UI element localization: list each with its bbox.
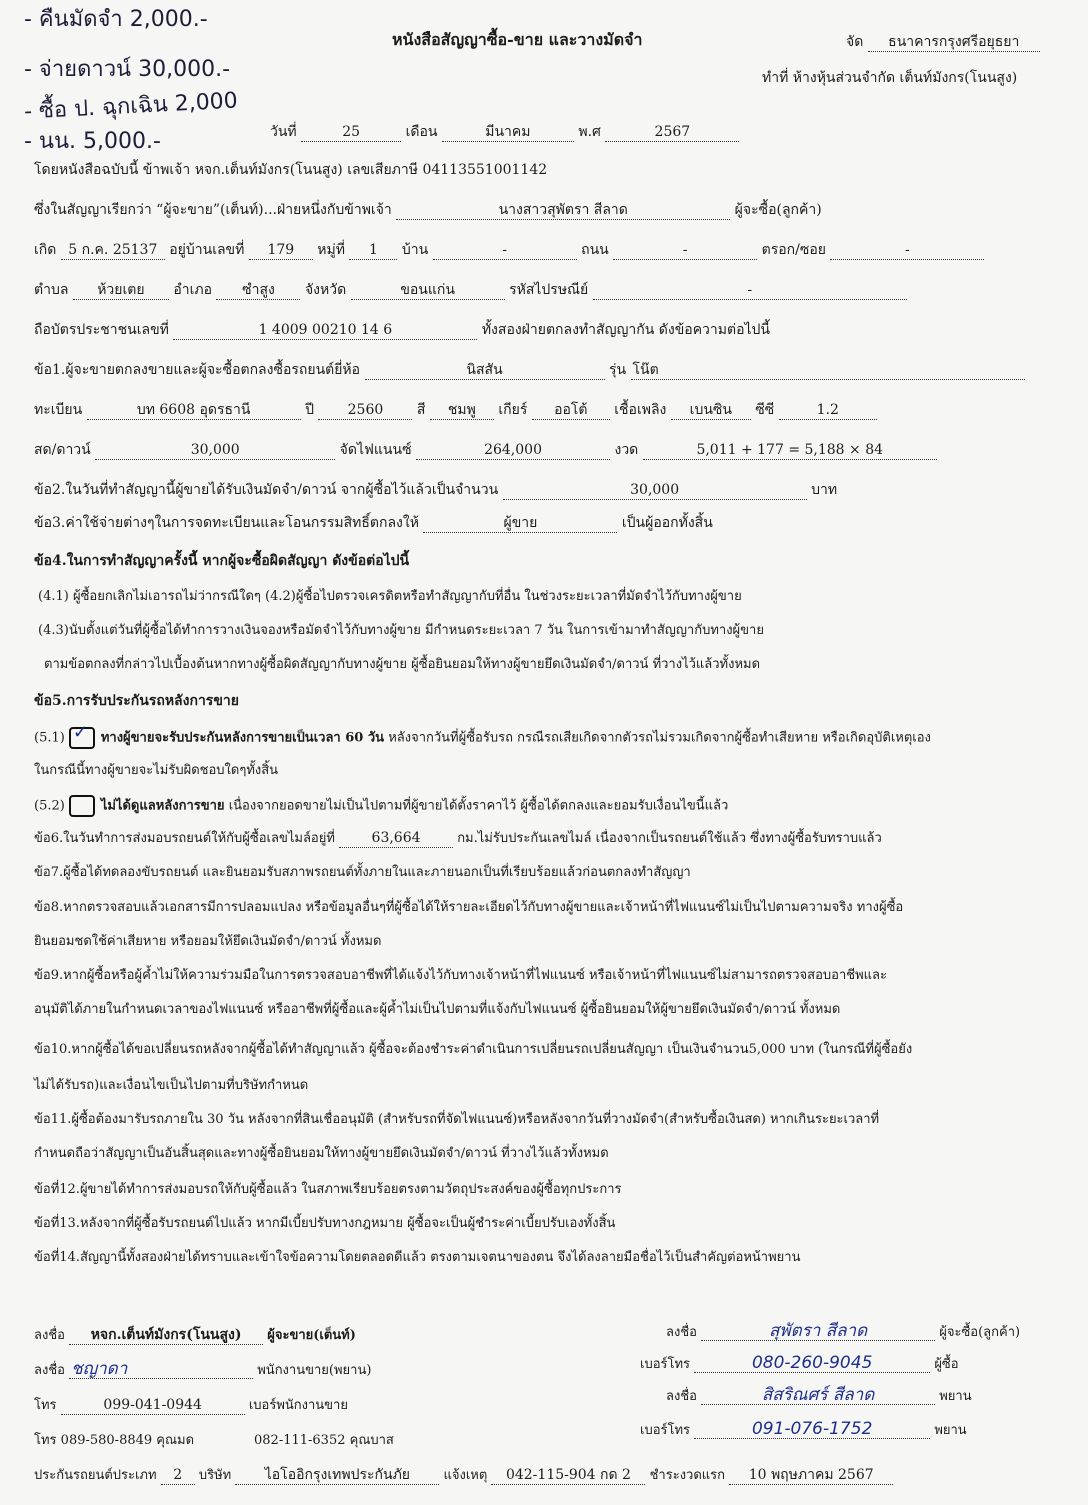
installment-value: 5,011 + 177 = 5,188 × 84 bbox=[643, 441, 937, 460]
staff-signature-line bbox=[34, 1360, 371, 1381]
province-label: จังหวัด bbox=[304, 282, 347, 298]
finance-bank: ธนาคารกรุงศรีอยุธยา bbox=[868, 33, 1040, 52]
first-payment-label: ชำระงวดแรก bbox=[649, 1468, 726, 1483]
deposit-amount: 30,000 bbox=[503, 481, 807, 500]
month-label: เดือน bbox=[405, 124, 438, 140]
clause-14: ข้อที่14.สัญญานี้ทั้งสองฝ่ายได้ทราบและเข้าใจข้อความโดยตลอดดีแล้ว ตรงตามเจตนาของตน จึงได้ลงลายมือชื่อไว้เป็นสำคัญต่อหน้าพยาน bbox=[34, 1250, 801, 1265]
gear-label: เกียร์ bbox=[498, 402, 528, 418]
clause-8-cont: ยินยอมชดใช้ค่าเสียหาย หรือยอมให้ยึดเงินมัดจำ/ดาวน์ ทั้งหมด bbox=[34, 934, 382, 949]
clause-6-tail: กม.ไม่รับประกันเลขไมล์ เนื่องจากเป็นรถยนต์ใช้แล้ว ซึ่งทางผู้ซื้อรับทราบแล้ว bbox=[457, 831, 882, 846]
clause-5-1-text: หลังจากวันที่ผู้ซื้อรับรถ กรณีรถเสียเกิดจากตัวรถไม่รวมเกิดจากผู้ซื้อทำเสียหาย หรือเกิดอุบัติเหตุเอง bbox=[388, 730, 931, 746]
witness-role: พยาน bbox=[939, 1389, 972, 1404]
clause-3-text: ข้อ3.ค่าใช้จ่ายต่างๆในการจดทะเบียนและโอนกรรมสิทธิ์ตกลงให้ bbox=[34, 515, 419, 531]
clause-3 bbox=[34, 513, 713, 533]
clause-1 bbox=[34, 360, 1025, 380]
car-brand: นิสสัน bbox=[365, 361, 605, 380]
id-value: 1 4009 00210 14 6 bbox=[173, 321, 477, 340]
year-label: พ.ศ bbox=[578, 124, 601, 140]
clause-12: ข้อที่12.ผู้ขายได้ทำการส่งมอบรถให้กับผู้ซื้อแล้ว ในสภาพเรียบร้อยตรงตามวัตถุประสงค์ของผู้ซื้อทุกประการ bbox=[34, 1182, 622, 1197]
car-cc: 1.2 bbox=[779, 401, 877, 420]
date-year: 2567 bbox=[605, 123, 739, 142]
insurance-class: 2 bbox=[161, 1466, 195, 1485]
clause-5-2-text: เนื่องจากยอดขายไม่เป็นไปตามที่ผู้ขายได้ตั้งราคาไว้ ผู้ซื้อได้ตกลงและยอมรับเงื่อนไขนี้แล้ว bbox=[228, 798, 729, 814]
soi-value: - bbox=[830, 241, 984, 260]
buyer-signature: สุพัตรา สีลาด bbox=[701, 1322, 935, 1341]
house-label: อยู่บ้านเลขที่ bbox=[169, 242, 245, 258]
birth-address-line bbox=[34, 240, 984, 260]
handwritten-note: - ซื้อ ป. ฉุกเฉิน 2,000 bbox=[23, 88, 239, 125]
witness-signature-line bbox=[666, 1386, 972, 1407]
claim-label: แจ้งเหตุ bbox=[443, 1468, 488, 1483]
seller-name: หจก.เต็นท์มังกร(โนนสูง) bbox=[69, 1326, 263, 1345]
car-year: 2560 bbox=[318, 401, 412, 420]
road-label: ถนน bbox=[581, 242, 609, 258]
phone-label: เบอร์โทร bbox=[640, 1423, 691, 1438]
down-label: สด/ดาวน์ bbox=[34, 442, 91, 458]
clause-5-1-label: (5.1) bbox=[34, 730, 65, 746]
clause-10-cont: ไม่ได้รับรถ)และเงื่อนไขเป็นไปตามที่บริษัทกำหนด bbox=[34, 1078, 309, 1093]
color-label: สี bbox=[416, 402, 426, 418]
staff-role: พนักงานขาย(พยาน) bbox=[257, 1363, 372, 1378]
car-color: ชมพู bbox=[430, 401, 494, 420]
zip-value: - bbox=[593, 281, 907, 300]
buyer-sign-role: ผู้จะซื้อ(ลูกค้า) bbox=[939, 1325, 1021, 1340]
clause-5-2-label: (5.2) bbox=[34, 798, 65, 814]
sign-label: ลงชื่อ bbox=[666, 1325, 697, 1340]
clause-4-3: (4.3)นับตั้งแต่วันที่ผู้ซื้อได้ทำการวางเงินจองหรือมัดจำไว้กับทางผู้ขาย มีกำหนดระยะเวลา 7 วัน ในการเข้ามาทำสัญญากับทางผู้ขาย bbox=[38, 623, 764, 638]
clause-11-cont: กำหนดถือว่าสัญญาเป็นอันสิ้นสุดและทางผู้ซื้อยินยอมให้ทางผู้ขายยึดเงินมัดจำ/ดาวน์ ที่วางไว้แล้วทั้งหมด bbox=[34, 1146, 609, 1161]
clause-2 bbox=[34, 480, 837, 500]
reg-label: ทะเบียน bbox=[34, 402, 83, 418]
finance-amount: 264,000 bbox=[416, 441, 610, 460]
fuel-label: เชื้อเพลิง bbox=[614, 402, 667, 418]
road-value: - bbox=[613, 241, 757, 260]
clause-6-text: ข้อ6.ในวันทำการส่งมอบรถยนต์ให้กับผู้ซื้อเลขไมล์อยู่ที่ bbox=[34, 831, 335, 846]
clause-9: ข้อ9.หากผู้ซื้อหรือผู้ค้ำไม่ให้ความร่วมมือในการตรวจสอบอาชีพที่ได้แจ้งไว้กับทางเจ้าหน้าที่ไฟแนนซ์ หรือเจ้าหน้าที่ไฟแนนซ์ไม่สามารถตรวจสอบอาชีพและ bbox=[34, 968, 887, 983]
insurance-company: ไอโออิกรุงเทพประกันภัย bbox=[235, 1466, 439, 1485]
place: ทำที่ ห้างหุ้นส่วนจำกัด เต็นท์มังกร(โนนสูง) bbox=[762, 70, 1018, 86]
witness-signature: สิสริณศร์ สีลาด bbox=[701, 1386, 935, 1405]
clause-6 bbox=[34, 829, 882, 849]
buyer-tel: 080-260-9045 bbox=[694, 1354, 930, 1373]
handwritten-note: - นน. 5,000.- bbox=[24, 129, 161, 154]
clause-5-title: ข้อ5.การรับประกันรถหลังการขาย bbox=[34, 693, 239, 709]
witness-tel-line bbox=[640, 1420, 967, 1441]
date-label: วันที่ bbox=[270, 124, 297, 140]
no-warranty-checkbox[interactable] bbox=[69, 795, 95, 817]
car-gear: ออโต้ bbox=[532, 401, 610, 420]
staff-signature: ชญาดา bbox=[69, 1360, 253, 1379]
province-value: ขอนแก่น bbox=[351, 281, 505, 300]
clause-9-cont: อนุมัติได้ภายในกำหนดเวลาของไฟแนนซ์ หรืออาชีพที่ผู้ซื้อและผู้ค้ำไม่เป็นไปตามที่แจ้งกับไฟแนนซ์ ผู้ซื้อยินยอมให้ผู้ขายยึดเงินมัดจำ/ดาวน์ ทั้งหมด bbox=[34, 1002, 841, 1017]
clause-7: ข้อ7.ผู้ซื้อได้ทดลองขับรถยนต์ และยินยอมรับสภาพรถยนต์ทั้งภายในและภายนอกเป็นที่เรียบร้อยแล้วก่อนตกลงทำสัญญา bbox=[34, 865, 691, 880]
party-line bbox=[34, 200, 822, 220]
down-value: 30,000 bbox=[95, 441, 335, 460]
claim-number: 042-115-904 กด 2 bbox=[491, 1466, 645, 1485]
payment-line bbox=[34, 440, 937, 460]
date-month: มีนาคม bbox=[442, 123, 574, 142]
district-line bbox=[34, 280, 907, 300]
clause-13: ข้อที่13.หลังจากที่ผู้ซื้อรับรถยนต์ไปแล้ว หากมีเบี้ยปรับทางกฎหมาย ผู้ซื้อจะเป็นผู้ชำระค่าเบี้ยปรับเองทั้งสิ้น bbox=[34, 1216, 616, 1231]
soi-label: ตรอก/ซอย bbox=[761, 242, 826, 258]
insurance-line bbox=[34, 1466, 893, 1486]
staff-tel-line bbox=[34, 1396, 348, 1416]
warranty-checkbox-checked[interactable]: ✓ bbox=[69, 727, 95, 749]
handwritten-note: - คืนมัดจำ 2,000.- bbox=[24, 7, 208, 32]
born-label: เกิด bbox=[34, 242, 57, 258]
clause-4-title: ข้อ4.ในการทำสัญญาครั้งนี้ หากผู้จะซื้อผิดสัญญา ดังข้อต่อไปนี้ bbox=[34, 553, 410, 569]
witness-tel: 091-076-1752 bbox=[694, 1420, 930, 1439]
car-detail-line bbox=[34, 400, 877, 420]
zip-label: รหัสไปรษณีย์ bbox=[509, 282, 589, 298]
born-value: 5 ก.ค. 25137 bbox=[61, 241, 165, 260]
model-label: รุ่น bbox=[608, 362, 627, 378]
id-line bbox=[34, 320, 770, 340]
amphoe-label: อำเภอ bbox=[173, 282, 213, 298]
id-suffix: ทั้งสองฝ่ายตกลงทำสัญญากัน ดังข้อความต่อไปนี้ bbox=[481, 322, 771, 338]
seller-signature-line bbox=[34, 1326, 356, 1346]
handwritten-note: - จ่ายดาวน์ 30,000.- bbox=[24, 57, 231, 82]
clause-5-2-bold: ไม่ได้ดูแลหลังการขาย bbox=[100, 798, 225, 814]
document-title: หนังสือสัญญาซื้อ-ขาย และวางมัดจำ bbox=[392, 30, 643, 49]
clause-5-1-bold: ทางผู้ขายจะรับประกันหลังการขายเป็นเวลา 60 วัน bbox=[100, 730, 385, 746]
date-line bbox=[270, 122, 739, 142]
village-label: บ้าน bbox=[401, 242, 429, 258]
buyer-role: ผู้จะซื้อ(ลูกค้า) bbox=[734, 202, 822, 218]
first-payment-date: 10 พฤษภาคม 2567 bbox=[729, 1466, 893, 1485]
sign-label: ลงชื่อ bbox=[666, 1389, 697, 1404]
clause-1-text: ข้อ1.ผู้จะขายตกลงขายและผู้จะซื้อตกลงซื้อรถยนต์ยี่ห้อ bbox=[34, 362, 361, 378]
finance-line bbox=[846, 32, 1040, 52]
car-model: โน๊ต bbox=[631, 361, 1025, 380]
company-label: บริษัท bbox=[198, 1468, 232, 1483]
phone-label: เบอร์โทร bbox=[640, 1357, 691, 1372]
party-prefix: ซึ่งในสัญญาเรียกว่า “ผู้จะขาย”(เต็นท์)...ฝ่ายหนึ่งกับข้าพเจ้า bbox=[34, 202, 392, 218]
clause-10: ข้อ10.หากผู้ซื้อได้ขอเปลี่ยนรถหลังจากผู้ซื้อได้ทำสัญญาแล้ว ผู้ซื้อจะต้องชำระค่าดำเนินการเปลี่ยนรถเปลี่ยนสัญญา เป็นเงินจำนวน5,000 บาท (ในกรณีที่ผู้ซื้อยัง bbox=[34, 1042, 913, 1057]
amphoe-value: ซำสูง bbox=[216, 281, 300, 300]
car-year-label: ปี bbox=[305, 402, 314, 418]
tel-label: โทร bbox=[34, 1398, 57, 1413]
car-reg: บท 6608 อุดรธานี bbox=[87, 401, 301, 420]
finance-amount-label: จัดไฟแนนซ์ bbox=[339, 442, 412, 458]
clause-2-text: ข้อ2.ในวันที่ทำสัญญานี้ผู้ขายได้รับเงินมัดจำ/ดาวน์ จากผู้ซื้อไว้แล้วเป็นจำนวน bbox=[34, 482, 499, 498]
office-tel-2: 082-111-6352 คุณบาส bbox=[254, 1433, 394, 1448]
buyer-tel-line bbox=[640, 1354, 959, 1375]
house-value: 179 bbox=[249, 241, 313, 260]
cc-label: ซีซี bbox=[755, 402, 775, 418]
buyer-name: นางสาวสุพัตรา สีลาด bbox=[396, 201, 730, 220]
clause-8: ข้อ8.หากตรวจสอบแล้วเอกสารมีการปลอมแปลง หรือข้อมูลอื่นๆที่ผู้ซื้อได้ให้รายละเอียดไว้กับทางผู้ขายและเจ้าหน้าที่ไฟแนนซ์ไม่เป็นไปตามความจริง ทางผู้ซื้อ bbox=[34, 900, 904, 915]
id-label: ถือบัตรประชาชนเลขที่ bbox=[34, 322, 169, 338]
buyer-tel-role: ผู้ซื้อ bbox=[934, 1357, 959, 1372]
clause-5-2 bbox=[34, 795, 728, 817]
witness-tel-role: พยาน bbox=[934, 1423, 967, 1438]
moo-label: หมู่ที่ bbox=[317, 242, 345, 258]
seller-role: ผู้จะขาย(เต็นท์) bbox=[267, 1328, 356, 1343]
clause-3-tail: เป็นผู้ออกทั้งสิ้น bbox=[621, 515, 713, 531]
transfer-payer: ผู้ขาย bbox=[423, 514, 617, 533]
deposit-unit: บาท bbox=[811, 482, 838, 498]
clause-4-1: (4.1) ผู้ซื้อยกเลิกไม่เอารถไม่ว่ากรณีใดๆ (4.2)ผู้ซื้อไปตรวจเครดิตหรือทำสัญญากับที่อื่น ในช่วงระยะเวลาที่มัดจำไว้กับทางผู้ขาย bbox=[38, 589, 742, 604]
clause-4-3-cont: ตามข้อตกลงที่กล่าวไปเบื้องต้นหากทางผู้ซื้อผิดสัญญากับทางผู้ขาย ผู้ซื้อยินยอมให้ทางผู้ขายยึดเงินมัดจำ/ดาวน์ ที่วางไว้แล้วทั้งหมด bbox=[44, 657, 761, 672]
sign-label: ลงชื่อ bbox=[34, 1363, 65, 1378]
car-fuel: เบนซิน bbox=[671, 401, 751, 420]
clause-11: ข้อ11.ผู้ซื้อต้องมารับรถภายใน 30 วัน หลังจากที่สินเชื่ออนุมัติ (สำหรับรถที่จัดไฟแนนซ์)หรือหลังจากวันที่วางมัดจำ(สำหรับซื้อเงินสด) หากเกินระยะเวลาที่ bbox=[34, 1112, 880, 1127]
intro-line: โดยหนังสือฉบับนี้ ข้าพเจ้า หจก.เต็นท์มังกร(โนนสูง) เลขเสียภาษี 0411355100114​2 bbox=[34, 162, 548, 178]
clause-5-1 bbox=[34, 722, 931, 749]
installment-label: งวด bbox=[614, 442, 639, 458]
staff-tel-role: เบอร์พนักงานขาย bbox=[248, 1398, 348, 1413]
moo-value: 1 bbox=[349, 241, 397, 260]
insurance-label: ประกันรถยนต์ประเภท bbox=[34, 1468, 157, 1483]
sign-label: ลงชื่อ bbox=[34, 1328, 65, 1343]
clause-5-1-cont: ในกรณีนี้ทางผู้ขายจะไม่รับผิดชอบใดๆทั้งสิ้น bbox=[34, 763, 279, 778]
tambon-label: ตำบล bbox=[34, 282, 69, 298]
tambon-value: ห้วยเตย bbox=[73, 281, 169, 300]
village-value: - bbox=[433, 241, 577, 260]
finance-label: จัด bbox=[846, 34, 864, 50]
date-day: 25 bbox=[301, 123, 401, 142]
buyer-signature-line bbox=[666, 1322, 1020, 1343]
staff-tel: 099-041-0944 bbox=[61, 1396, 245, 1415]
office-tel: โทร 089-580-8849 คุณมด bbox=[34, 1433, 195, 1448]
mileage: 63,664 bbox=[339, 829, 453, 848]
